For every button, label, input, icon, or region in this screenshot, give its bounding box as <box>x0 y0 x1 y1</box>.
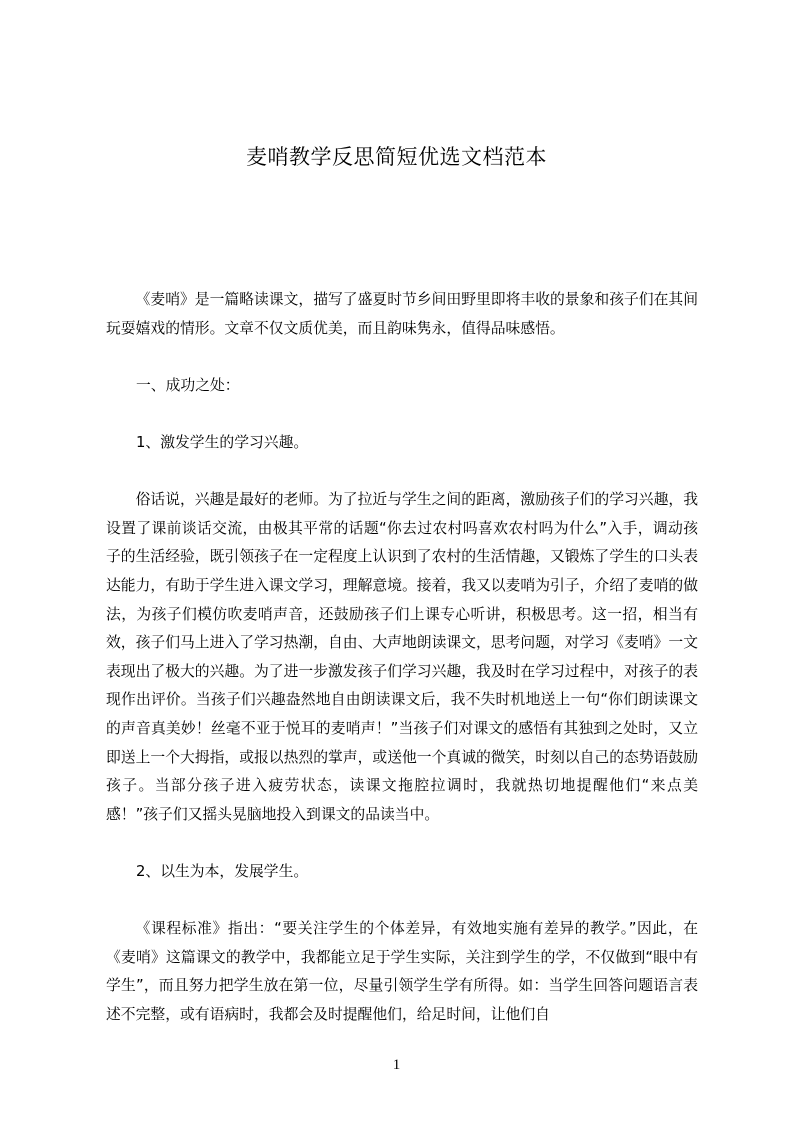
paragraph-gap <box>106 829 698 858</box>
subheading-interest: 1、激发学生的学习兴趣。 <box>136 433 309 451</box>
student-centered-paragraph: 《课程标准》指出：“要关注学生的个体差异，有效地实施有差异的教学。”因此，在《麦哨》这篇课文的教学中，我都能立足于学生实际，关注到学生的学，不仅做到“眼中有学生”，而且努力把学生放在第一位，尽量引领学生学有所得。如：当学生回答问题语言表述不完整，或有语病时，我都会及时提醒他们，给足时间，让他们自 <box>106 920 698 1023</box>
intro-paragraph: 《麦哨》是一篇略读课文，描写了盛夏时节乡间田野里即将丰收的景象和孩子们在其间玩耍嬉戏的情形。文章不仅文质优美，而且韵味隽永，值得品味感悟。 <box>106 291 698 337</box>
page-title: 麦哨教学反思简短优选文档范本 <box>246 145 547 169</box>
paragraph-gap <box>106 343 698 372</box>
paragraph-gap <box>106 458 698 487</box>
paragraph-gap <box>106 400 698 429</box>
interest-paragraph: 俗话说，兴趣是最好的老师。为了拉近与学生之间的距离，激励孩子们的学习兴趣，我设置了课前谈话交流，由极其平常的话题“你去过农村吗喜欢农村吗为什么”入手，调动孩子的生活经验，既引领孩子在一定程度上认识到了农村的生活情趣，又锻炼了学生的口头表达能力，有助于学生进入课文学习，理解意境。接着，我又以麦哨为引子，介绍了麦哨的做法，为孩子们模仿吹麦哨声音，还鼓励孩子们上课专心听讲，积极思考。这一招，相当有效，孩子们马上进入了学习热潮，自由、大声地朗读课文，思考问题，对学习《麦哨》一文表现出了极大的兴趣。为了进一步激发孩子们学习兴趣，我及时在学习过程中，对孩子的表现作出评价。当孩子们兴趣盎然地自由朗读课文后，我不失时机地送上一句“你们朗读课文的声音真美妙！丝毫不亚于悦耳的麦哨声！”当孩子们对课文的感悟有其独到之处时，又立即送上一个大拇指，或报以热烈的掌声，或送他一个真诚的微笑，时刻以自己的态势语鼓励孩子。当部分孩子进入疲劳状态，读课文拖腔拉调时，我就热切地提醒他们“来点美感！”孩子们又摇头晃脑地投入到课文的品读当中。 <box>106 491 698 823</box>
section-heading-success: 一、成功之处： <box>136 376 240 394</box>
subheading-student-centered: 2、以生为本，发展学生。 <box>136 862 309 880</box>
document-body <box>106 286 698 1029</box>
page-number: 1 <box>392 1057 401 1073</box>
paragraph-gap <box>106 886 698 915</box>
